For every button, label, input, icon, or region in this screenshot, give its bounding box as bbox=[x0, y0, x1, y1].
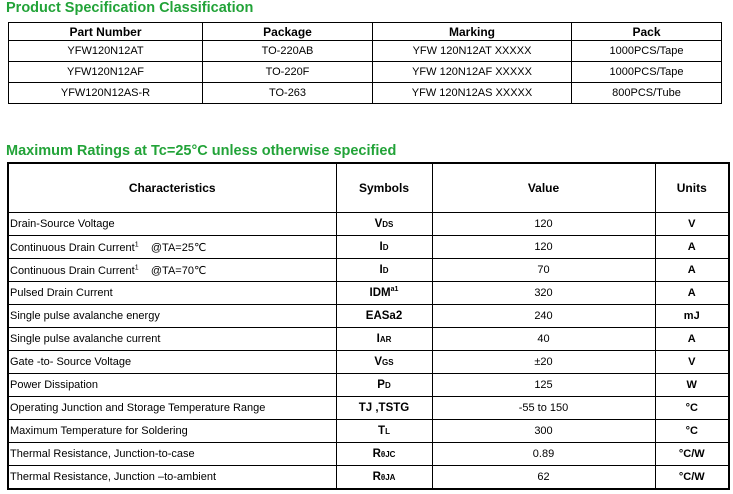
characteristic-label: Maximum Temperature for Soldering bbox=[10, 425, 188, 437]
symbol-subscript: L bbox=[385, 427, 390, 436]
cell-value: 320 bbox=[432, 282, 655, 305]
header-characteristics: Characteristics bbox=[8, 163, 336, 213]
test-condition: @TA=70℃ bbox=[150, 264, 207, 277]
characteristic-label: Continuous Drain Current bbox=[10, 241, 135, 254]
symbol-main: V bbox=[374, 218, 383, 230]
cell-symbol bbox=[336, 397, 432, 420]
cell-package: TO-220F bbox=[203, 62, 373, 83]
cell-characteristic bbox=[8, 374, 336, 397]
ratings-body bbox=[8, 213, 729, 490]
table-row bbox=[8, 420, 729, 443]
table-row bbox=[9, 41, 722, 62]
cell-value: 125 bbox=[432, 374, 655, 397]
cell-value: 120 bbox=[432, 213, 655, 236]
symbol-subscript: AR bbox=[379, 335, 392, 344]
cell-unit: V bbox=[655, 351, 729, 374]
cell-characteristic bbox=[8, 213, 336, 236]
characteristic-label: Single pulse avalanche current bbox=[10, 333, 161, 345]
table-header-row bbox=[8, 163, 729, 213]
cell-characteristic bbox=[8, 259, 336, 282]
max-ratings-table bbox=[7, 162, 730, 490]
cell-unit: W bbox=[655, 374, 729, 397]
cell-part-number: YFW120N12AT bbox=[9, 41, 203, 62]
cell-pack: 1000PCS/Tape bbox=[572, 41, 722, 62]
symbol-main: R bbox=[372, 448, 381, 460]
cell-symbol bbox=[336, 328, 432, 351]
cell-pack: 800PCS/Tube bbox=[572, 83, 722, 104]
cell-value: 300 bbox=[432, 420, 655, 443]
cell-value: ±20 bbox=[432, 351, 655, 374]
symbol-main: I bbox=[379, 241, 383, 253]
table-row bbox=[8, 236, 729, 259]
cell-unit: °C bbox=[655, 397, 729, 420]
symbol-main: I bbox=[376, 333, 380, 345]
cell-symbol bbox=[336, 374, 432, 397]
cell-part-number: YFW120N12AF bbox=[9, 62, 203, 83]
cell-value: -55 to 150 bbox=[432, 397, 655, 420]
table-row bbox=[9, 83, 722, 104]
cell-marking: YFW 120N12AF XXXXX bbox=[373, 62, 572, 83]
header-units: Units bbox=[655, 163, 729, 213]
table-row bbox=[8, 213, 729, 236]
cell-characteristic bbox=[8, 305, 336, 328]
symbol-superscript: a1 bbox=[390, 286, 399, 294]
cell-unit: V bbox=[655, 213, 729, 236]
header-value: Value bbox=[432, 163, 655, 213]
symbol-main: R bbox=[372, 471, 381, 483]
characteristic-label: Operating Junction and Storage Temperature Range bbox=[10, 402, 266, 414]
product-spec-table bbox=[8, 22, 722, 104]
cell-package: TO-220AB bbox=[203, 41, 373, 62]
symbol-subscript: D bbox=[382, 243, 389, 252]
cell-part-number: YFW120N12AS-R bbox=[9, 83, 203, 104]
cell-characteristic bbox=[8, 282, 336, 305]
header-pack: Pack bbox=[572, 23, 722, 41]
footnote-marker: 1 bbox=[134, 240, 139, 248]
table-row bbox=[9, 62, 722, 83]
cell-characteristic bbox=[8, 443, 336, 466]
cell-pack: 1000PCS/Tape bbox=[572, 62, 722, 83]
characteristic-label: Thermal Resistance, Junction –to-ambient bbox=[10, 471, 217, 483]
symbol-subscript: D bbox=[384, 381, 391, 390]
cell-value: 40 bbox=[432, 328, 655, 351]
cell-unit: mJ bbox=[655, 305, 729, 328]
table-header-row bbox=[9, 23, 722, 41]
symbol-subscript: θJC bbox=[380, 450, 396, 459]
cell-symbol bbox=[336, 236, 432, 259]
cell-characteristic bbox=[8, 466, 336, 490]
characteristic-label: Single pulse avalanche energy bbox=[10, 310, 160, 322]
cell-marking: YFW 120N12AS XXXXX bbox=[373, 83, 572, 104]
cell-value: 120 bbox=[432, 236, 655, 259]
table-row bbox=[8, 397, 729, 420]
table-row bbox=[8, 282, 729, 305]
cell-symbol bbox=[336, 351, 432, 374]
characteristic-label: Continuous Drain Current bbox=[10, 264, 135, 277]
symbol-main: I bbox=[379, 264, 383, 276]
cell-symbol bbox=[336, 443, 432, 466]
test-condition: @TA=25℃ bbox=[150, 241, 207, 254]
cell-symbol bbox=[336, 466, 432, 490]
cell-characteristic bbox=[8, 351, 336, 374]
symbol-subscript: θJA bbox=[380, 473, 396, 482]
cell-value: 240 bbox=[432, 305, 655, 328]
table-row bbox=[8, 259, 729, 282]
header-package: Package bbox=[203, 23, 373, 41]
table-row bbox=[8, 328, 729, 351]
cell-unit: °C/W bbox=[655, 443, 729, 466]
header-symbols: Symbols bbox=[336, 163, 432, 213]
characteristic-label: Thermal Resistance, Junction-to-case bbox=[10, 448, 195, 460]
cell-value: 62 bbox=[432, 466, 655, 490]
cell-symbol bbox=[336, 420, 432, 443]
footnote-marker: 1 bbox=[134, 263, 139, 271]
cell-marking: YFW 120N12AT XXXXX bbox=[373, 41, 572, 62]
characteristic-label: Gate -to- Source Voltage bbox=[10, 356, 132, 368]
symbol-subscript: DS bbox=[382, 220, 394, 229]
table-row bbox=[8, 374, 729, 397]
table-row bbox=[8, 466, 729, 490]
cell-unit: A bbox=[655, 328, 729, 351]
cell-characteristic bbox=[8, 397, 336, 420]
symbol-main: P bbox=[377, 379, 385, 391]
symbol-main: V bbox=[374, 356, 383, 368]
product-spec-title: Product Specification Classification bbox=[6, 0, 254, 16]
characteristic-label: Pulsed Drain Current bbox=[10, 287, 113, 299]
cell-symbol bbox=[336, 282, 432, 305]
characteristic-label: Drain-Source Voltage bbox=[10, 218, 115, 230]
cell-symbol bbox=[336, 213, 432, 236]
cell-package: TO-263 bbox=[203, 83, 373, 104]
header-part-number: Part Number bbox=[9, 23, 203, 41]
cell-symbol bbox=[336, 305, 432, 328]
characteristic-label: Power Dissipation bbox=[10, 379, 99, 391]
symbol-main: TJ ,TSTG bbox=[358, 402, 410, 414]
symbol-main: EASa2 bbox=[365, 310, 403, 322]
cell-characteristic bbox=[8, 420, 336, 443]
cell-characteristic bbox=[8, 236, 336, 259]
cell-unit: °C/W bbox=[655, 466, 729, 490]
table-row bbox=[8, 305, 729, 328]
cell-unit: A bbox=[655, 236, 729, 259]
cell-value: 0.89 bbox=[432, 443, 655, 466]
max-ratings-title: Maximum Ratings at Tc=25°C unless otherwise specified bbox=[6, 143, 397, 159]
table-row bbox=[8, 351, 729, 374]
symbol-main: IDM bbox=[369, 287, 391, 299]
symbol-main: T bbox=[378, 425, 386, 437]
symbol-subscript: D bbox=[382, 266, 389, 275]
cell-unit: A bbox=[655, 259, 729, 282]
table-row bbox=[8, 443, 729, 466]
cell-unit: °C bbox=[655, 420, 729, 443]
cell-unit: A bbox=[655, 282, 729, 305]
header-marking: Marking bbox=[373, 23, 572, 41]
cell-characteristic bbox=[8, 328, 336, 351]
cell-symbol bbox=[336, 259, 432, 282]
cell-value: 70 bbox=[432, 259, 655, 282]
symbol-subscript: GS bbox=[382, 358, 394, 367]
